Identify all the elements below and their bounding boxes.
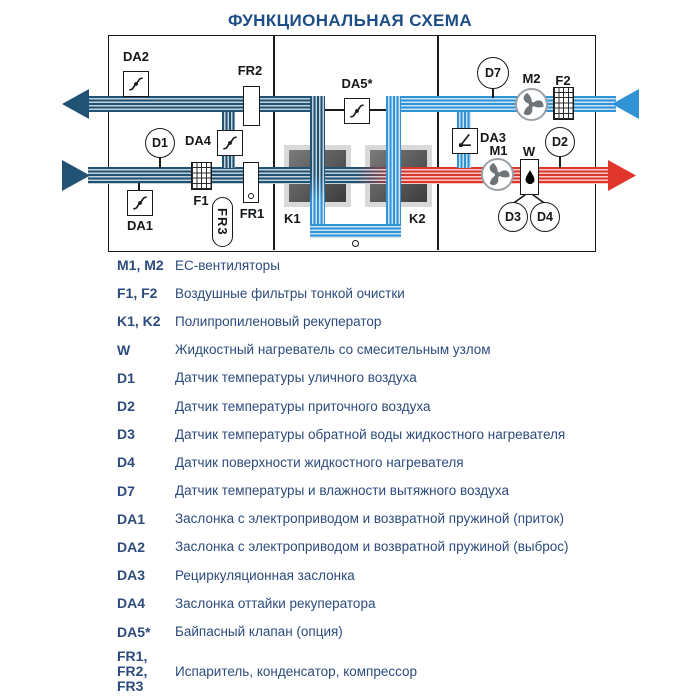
d2-stem bbox=[559, 156, 561, 168]
extract-in-arrow-icon bbox=[612, 89, 639, 119]
legend-row: D1 Датчик температуры уличного воздуха bbox=[117, 369, 417, 386]
exhaust-duct-top-left bbox=[88, 96, 325, 112]
legend-row: DA5* Байпасный клапан (опция) bbox=[117, 623, 343, 640]
f2-filter-icon bbox=[553, 87, 574, 120]
d1-sensor: D1 bbox=[145, 128, 175, 158]
legend-row-fr bbox=[117, 649, 692, 694]
legend-row: D2 Датчик температуры приточного воздуха bbox=[117, 398, 431, 415]
w-water-heater-block bbox=[520, 159, 539, 195]
d1-stem bbox=[159, 157, 161, 168]
k2-label: K2 bbox=[409, 211, 426, 226]
fr-legend-desc: Испаритель, конденсатор, компрессор bbox=[175, 663, 418, 679]
d7-sensor: D7 bbox=[477, 57, 509, 89]
d4-sensor: D4 bbox=[530, 202, 560, 232]
w-label: W bbox=[522, 144, 536, 159]
legend bbox=[117, 251, 692, 694]
legend-row: K1, K2 Полипропиленовый рекуператор bbox=[117, 313, 382, 330]
d2-sensor: D2 bbox=[545, 127, 575, 157]
exhaust-out-arrow-icon bbox=[62, 89, 89, 119]
legend-row: DA3 Рециркуляционная заслонка bbox=[117, 567, 355, 584]
fr2-legend-label: FR2, bbox=[117, 662, 148, 679]
da2-label: DA2 bbox=[122, 49, 149, 64]
drain-port-icon bbox=[352, 240, 359, 247]
fresh-air-in-arrow-icon bbox=[62, 160, 90, 191]
legend-row: DA2 Заслонка с электроприводом и возвратной пружиной (выброс) bbox=[117, 538, 569, 555]
da2-damper-icon bbox=[123, 71, 149, 97]
fr1-port-icon bbox=[248, 193, 254, 199]
k1-label: K1 bbox=[284, 211, 301, 226]
fr1-legend-label: FR1, bbox=[117, 647, 148, 664]
section-divider-left bbox=[273, 35, 275, 250]
legend-row: D3 Датчик температуры обратной воды жидкостного нагревателя bbox=[117, 426, 566, 443]
fr3-compressor-block bbox=[212, 197, 233, 247]
da1-damper-icon bbox=[127, 190, 153, 216]
f1-label: F1 bbox=[193, 193, 209, 208]
m2-fan-icon bbox=[515, 88, 548, 121]
da4-damper-icon bbox=[217, 130, 243, 156]
m2-label: M2 bbox=[522, 71, 541, 86]
legend-row: W Жидкостный нагреватель со смесительным узлом bbox=[117, 341, 491, 358]
da1-label: DA1 bbox=[126, 218, 153, 233]
section-divider-right bbox=[437, 35, 439, 250]
legend-row: DA1 Заслонка с электроприводом и возвратной пружиной (приток) bbox=[117, 510, 564, 527]
f1-filter-icon bbox=[191, 162, 212, 190]
fr1-label: FR1 bbox=[239, 206, 265, 221]
fr2-condenser-block bbox=[243, 86, 260, 126]
legend-row: F1, F2 Воздушные фильтры тонкой очистки bbox=[117, 285, 405, 302]
fr3-label: FR3 bbox=[215, 208, 230, 236]
f2-label: F2 bbox=[555, 73, 571, 88]
fr2-label: FR2 bbox=[237, 63, 263, 78]
water-drop-icon bbox=[524, 169, 536, 185]
da3-recirculation-damper-icon bbox=[452, 128, 478, 154]
extract-duct-top-right bbox=[386, 96, 616, 112]
extract-duct-through-k1 bbox=[310, 96, 325, 238]
supply-out-arrow-icon bbox=[608, 160, 636, 191]
m1-fan-icon bbox=[481, 158, 514, 191]
legend-row: D4 Датчик поверхности жидкостного нагревателя bbox=[117, 454, 464, 471]
legend-row: D7 Датчик температуры и влажности вытяжного воздуха bbox=[117, 482, 510, 499]
extract-duct-through-k2 bbox=[386, 96, 401, 238]
da4-label: DA4 bbox=[184, 133, 211, 148]
fr3-legend-label: FR3 bbox=[117, 677, 144, 694]
page-title: ФУНКЦИОНАЛЬНАЯ СХЕМА bbox=[227, 11, 473, 30]
d3-sensor: D3 bbox=[498, 202, 528, 232]
da5-bypass-damper-icon bbox=[344, 98, 370, 124]
da3-label: DA3 bbox=[480, 130, 507, 145]
d7-stem bbox=[492, 88, 494, 98]
m1-label: M1 bbox=[489, 143, 508, 158]
legend-row: M1, M2 ЕС-вентиляторы bbox=[117, 257, 280, 274]
legend-row: DA4 Заслонка оттайки рекуператора bbox=[117, 595, 376, 612]
da5-label: DA5* bbox=[341, 76, 373, 91]
extract-u-turn-duct bbox=[310, 224, 401, 238]
